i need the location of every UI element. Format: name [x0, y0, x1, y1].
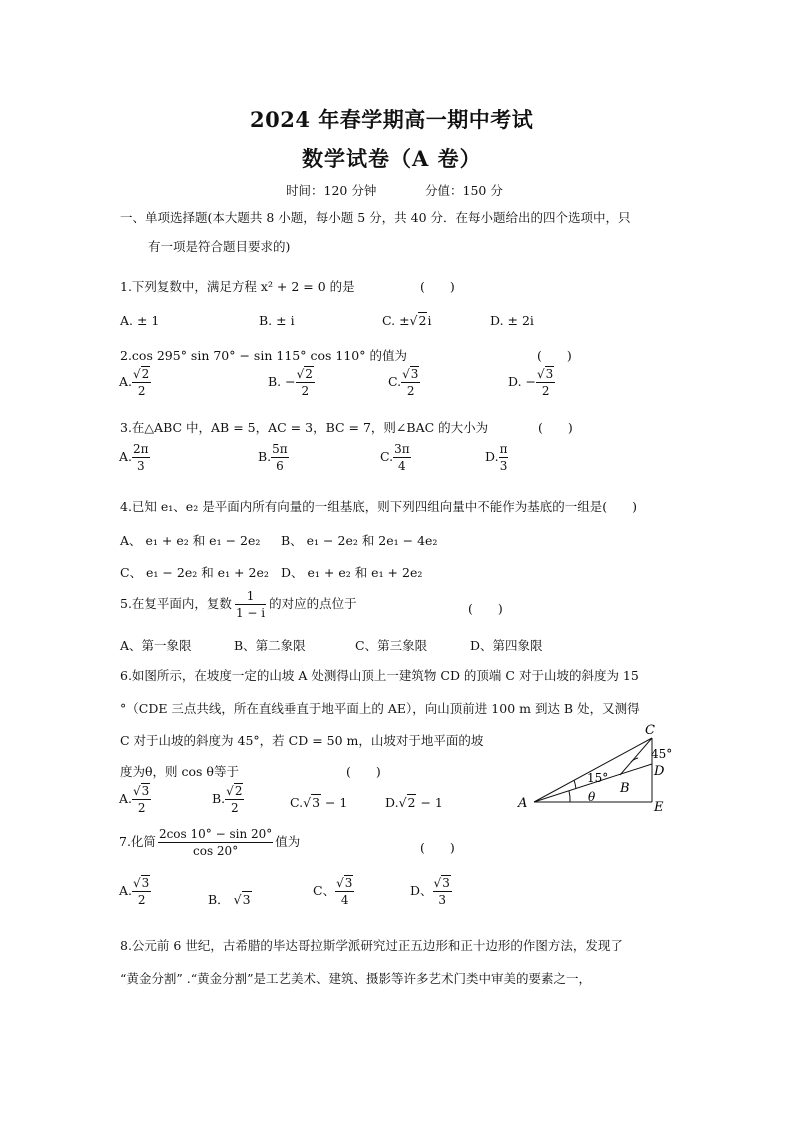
exam-subtitle: 数学试卷（A 卷）	[302, 146, 482, 171]
q1-option-a: A. ± 1	[120, 313, 160, 328]
q3-option-a: A. $\frac{2\pi}{3}$	[119, 442, 149, 473]
q3-option-d: D. $\frac{\pi}{3}$	[485, 442, 508, 473]
q6-line-4: 度为θ，则 cos θ等于	[120, 764, 239, 779]
q2-paren: ( )	[537, 348, 572, 363]
q4-option-d: D、 e₁ + e₂ 和 e₁ + 2e₂	[281, 565, 423, 580]
figure-label-d: D	[654, 764, 665, 779]
section1-heading: 一、单项选择题(本大题共 8 小题，每小题 5 分，共 40 分．在每小题给出的四个选项中，只	[120, 210, 631, 225]
q6-option-a: A. $\frac{√3}{2}$	[119, 784, 150, 815]
q4-option-b: B、 e₁ − 2e₂ 和 2e₁ − 4e₂	[281, 533, 438, 548]
q6-line-3: C 对于山坡的斜度为 45°，若 CD = 50 m，山坡对于地平面的坡	[120, 733, 484, 748]
q6-option-c: C.√3 − 1	[290, 795, 348, 810]
q3-stem: 3.在△ABC 中，AB = 5，AC = 3，BC = 7，则∠BAC 的大小为	[120, 420, 489, 435]
figure-label-b: B	[620, 781, 630, 796]
q7-stem: 7.化简 $\frac{2\cos 10^\circ - \sin 20^\circ}{\cos 20^\circ}$ 值为	[119, 827, 301, 858]
q6-option-d: D.√2 − 1	[385, 795, 443, 810]
q1-paren: ( )	[420, 279, 455, 294]
q2-option-c: C. $\frac{√3}{2}$	[388, 367, 419, 398]
q6-line-2: °（CDE 三点共线，所在直线垂直于地平面上的 AE），向山顶前进 100 m 到达 B 处，又测得	[120, 701, 640, 716]
q5-option-a: A、第一象限	[120, 638, 192, 653]
q6-option-b: B. $\frac{√2}{2}$	[212, 784, 243, 815]
q5-option-d: D、第四象限	[470, 638, 543, 653]
q7-option-d: D、 $\frac{√3}{3}$	[410, 876, 450, 907]
q2-stem: 2.cos 295° sin 70° − sin 115° cos 110° 的值为	[120, 348, 407, 363]
figure-label-e: E	[654, 800, 664, 815]
q1-option-b: B. ± i	[259, 313, 295, 328]
q3-paren: ( )	[538, 420, 573, 435]
q8-line-1: 8.公元前 6 世纪，古希腊的毕达哥拉斯学派研究过正五边形和正十边形的作图方法，发现了	[120, 938, 623, 953]
q7-option-a: A. $\frac{√3}{2}$	[119, 876, 150, 907]
q5-option-c: C、第三象限	[355, 638, 428, 653]
exam-score: 分值：150 分	[425, 183, 503, 198]
section1-heading-cont: 有一项是符合题目要求的)	[148, 239, 291, 254]
q2-option-b: B. − $\frac{√2}{2}$	[268, 367, 313, 398]
q5-option-b: B、第二象限	[234, 638, 306, 653]
q5-stem: 5.在复平面内，复数 $\frac{1}{1 - i}$ 的对应的点位于	[120, 589, 357, 620]
exam-time: 时间：120 分钟	[286, 183, 377, 198]
q6-line-1: 6.如图所示，在坡度一定的山坡 A 处测得山顶上一建筑物 CD 的顶端 C 对于山坡的斜度为 15	[120, 668, 639, 683]
q7-option-c: C、 $\frac{√3}{4}$	[313, 876, 353, 907]
q8-line-2: “黄金分割” .“黄金分割”是工艺美术、建筑、摄影等许多艺术门类中审美的要素之一，	[120, 971, 592, 986]
figure-angle-45: 45°	[651, 747, 673, 761]
q5-paren: ( )	[468, 601, 503, 616]
q7-paren: ( )	[420, 840, 455, 855]
q2-option-d: D. − $\frac{√3}{2}$	[508, 367, 554, 398]
figure-angle-theta: θ	[588, 790, 596, 804]
q7-option-b: B． √3	[208, 892, 251, 907]
q4-option-a: A、 e₁ + e₂ 和 e₁ − 2e₂	[120, 533, 261, 548]
q3-option-b: B. $\frac{5\pi}{6}$	[258, 442, 288, 473]
figure-label-c: C	[645, 723, 655, 738]
figure-label-a: A	[518, 796, 528, 811]
q1-option-d: D. ± 2i	[490, 313, 534, 328]
figure-angle-15: 15°	[587, 771, 609, 785]
q1-stem: 1.下列复数中，满足方程 x² + 2 = 0 的是	[120, 279, 355, 294]
q1-option-c: C. ±√2i	[382, 313, 432, 328]
exam-title: 2024 年春学期高一期中考试	[250, 107, 534, 132]
q2-option-a: A. $\frac{√2}{2}$	[119, 367, 150, 398]
q6-paren: ( )	[346, 764, 381, 779]
q4-stem: 4.已知 e₁、e₂ 是平面内所有向量的一组基底，则下列四组向量中不能作为基底的一组是( )	[120, 499, 637, 514]
q3-option-c: C. $\frac{3\pi}{4}$	[380, 442, 410, 473]
q4-option-c: C、 e₁ − 2e₂ 和 e₁ + 2e₂	[120, 565, 269, 580]
q6-slope-figure	[510, 722, 690, 822]
